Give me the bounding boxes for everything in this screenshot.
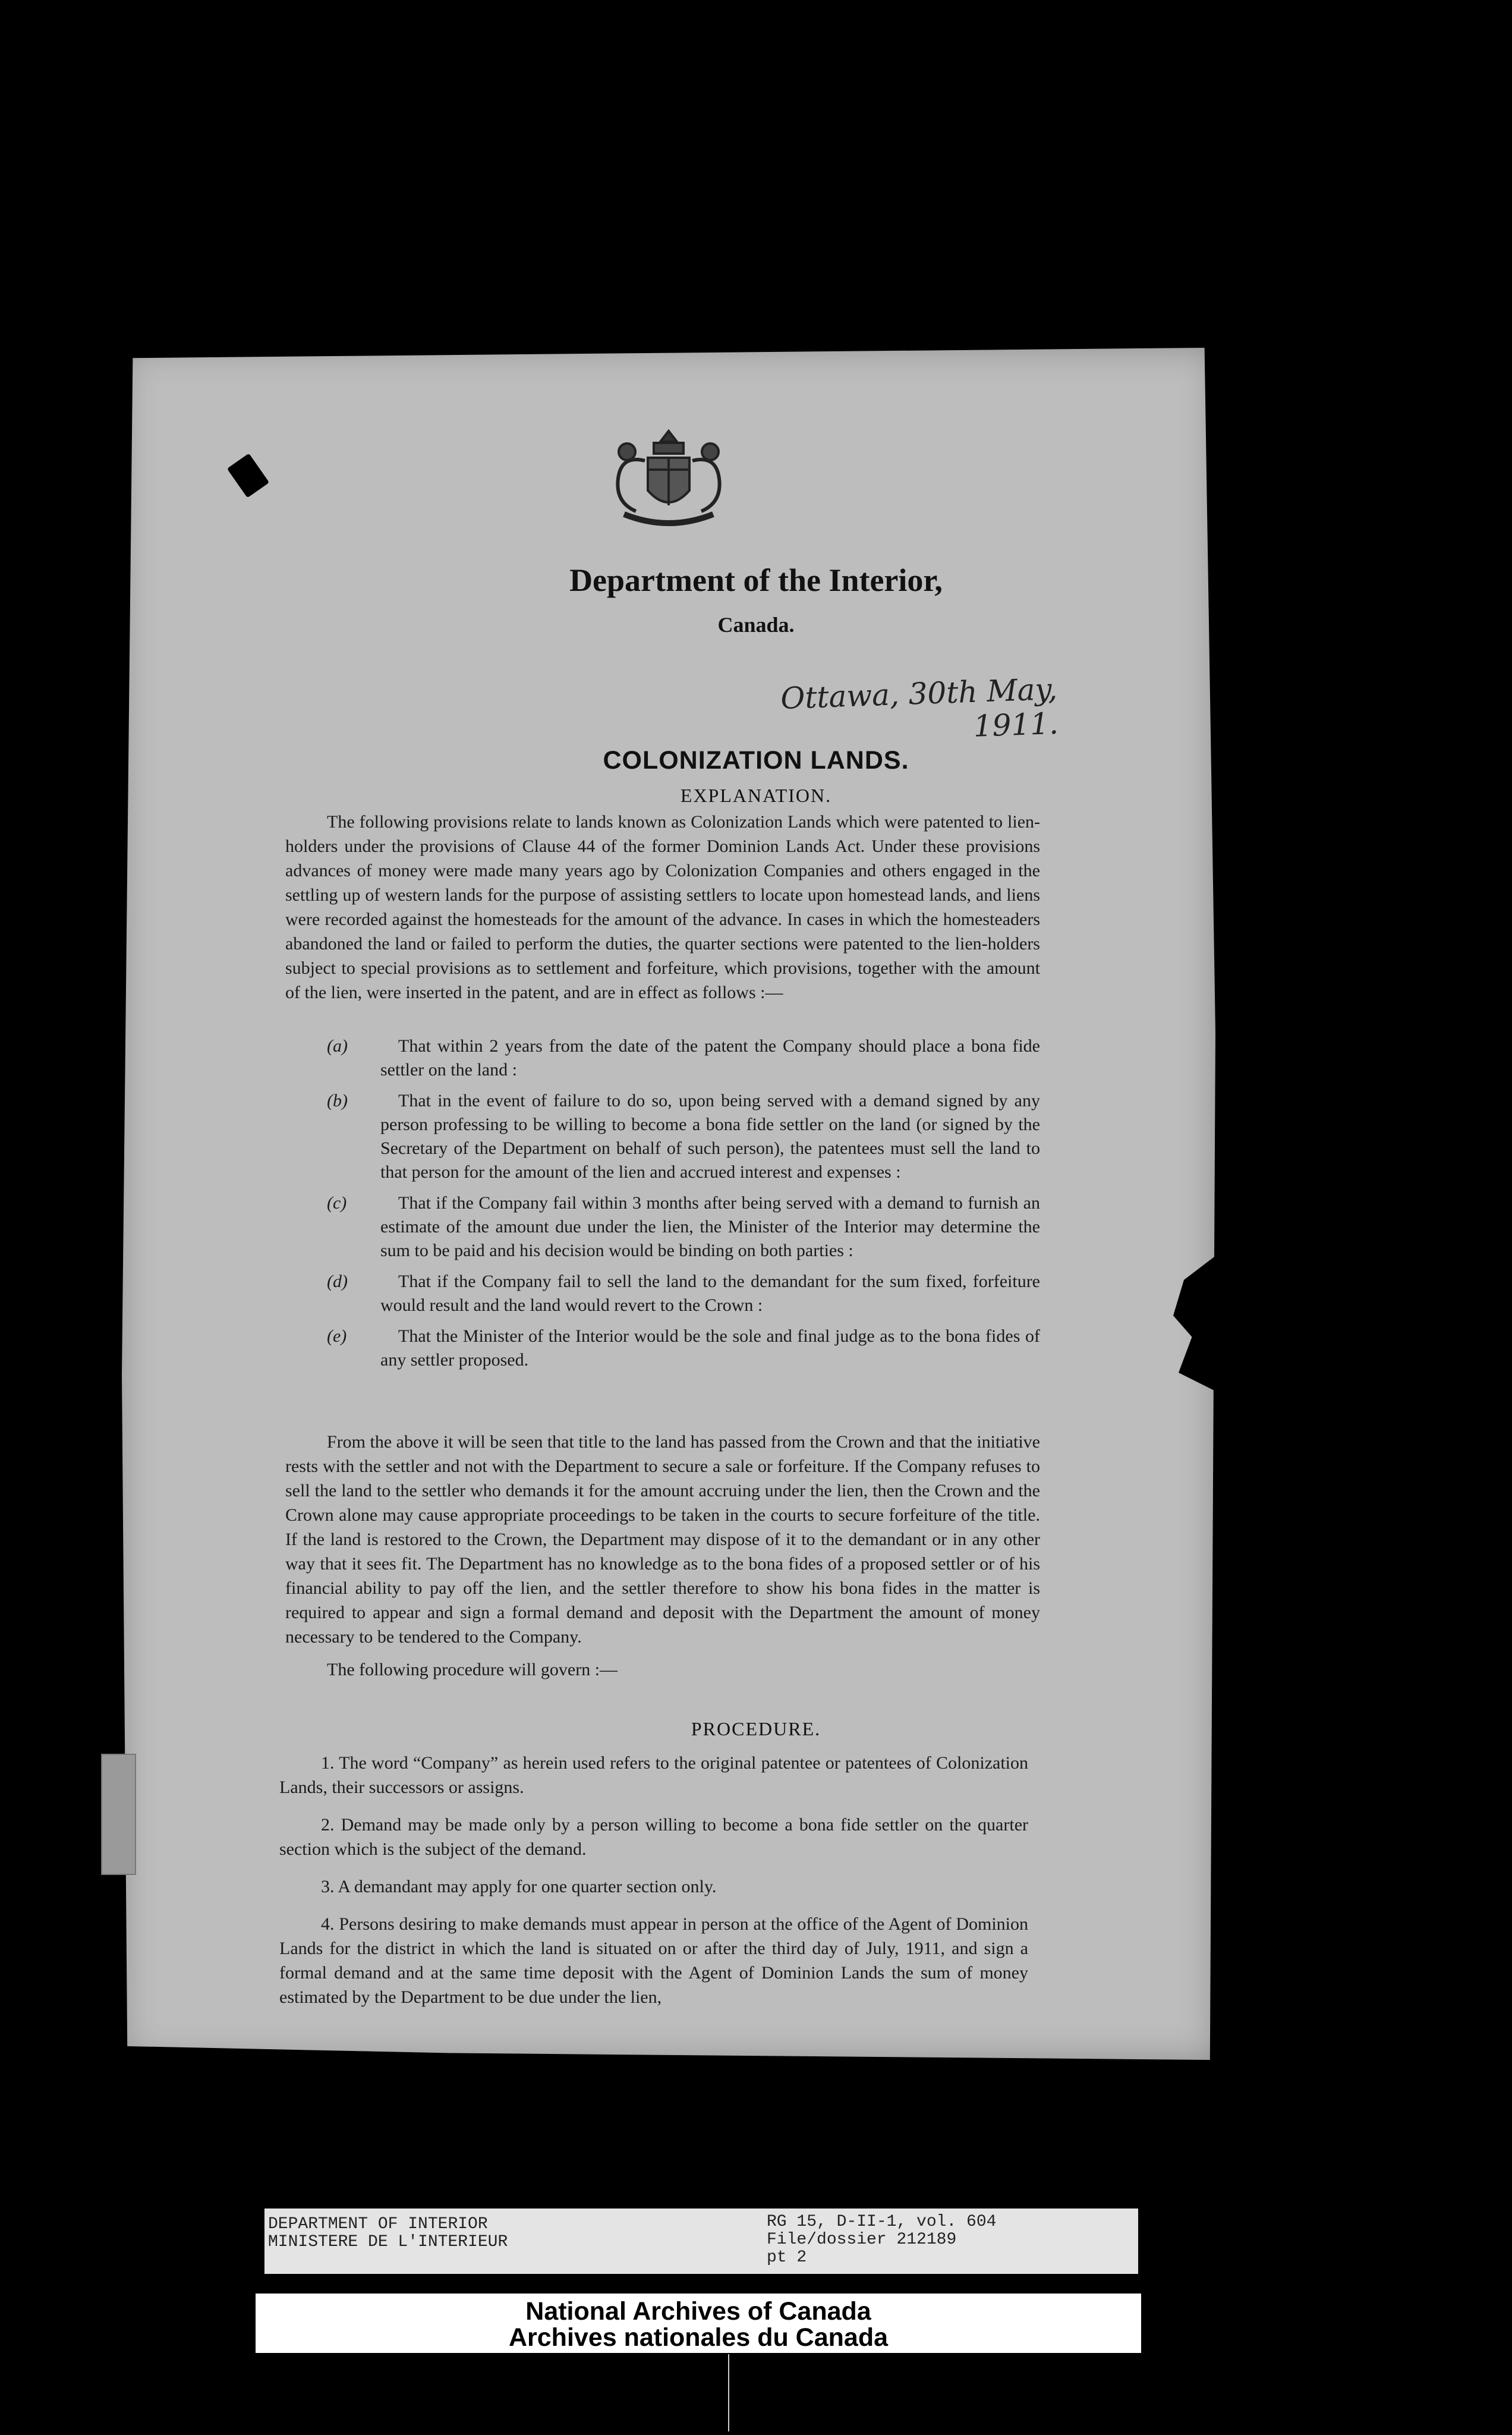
procedure-list <box>279 1751 1028 2022</box>
provision-mark: (b) <box>327 1091 348 1110</box>
archive-ref-line3: pt 2 <box>767 2248 807 2267</box>
explanation-intro <box>285 810 1040 1005</box>
archive-ref-line1: RG 15, D-II-1, vol. 604 <box>767 2213 997 2231</box>
coat-of-arms-icon <box>600 425 737 538</box>
film-line <box>728 2354 729 2431</box>
na-english: National Archives of Canada <box>525 2297 871 2326</box>
provision-mark: (e) <box>327 1326 347 1346</box>
provision-text: That if the Company fail to sell the land to the demandant for the sum fixed, forfeiture would result and the land would revert to the Crown : <box>380 1272 1040 1315</box>
procedure-item: 3. A demandant may apply for one quarter section only. <box>321 1877 717 1896</box>
handwritten-dateline: Ottawa, 30th May, 1911. <box>780 671 1059 744</box>
list-item <box>285 1089 1040 1184</box>
provision-text: That within 2 years from the date of the patent the Company should place a bona fide settler on the land : <box>380 1036 1040 1080</box>
procedure-intro: The following procedure will govern :— <box>327 1660 618 1679</box>
provision-mark: (a) <box>327 1036 348 1056</box>
archive-department <box>268 2216 508 2251</box>
provision-text: That in the event of failure to do so, upon being served with a demand signed by any person professing to be willing to become a bona fide settler on the land (or signed by the Secretary of the Department on behalf of such person), the patentees must sell the land to that person for the amount of the lien and accrued interest and expenses : <box>380 1091 1040 1182</box>
explanation-heading: EXPLANATION. <box>680 785 832 806</box>
list-item <box>285 1325 1040 1372</box>
archive-ref-line2: File/dossier 212189 <box>767 2230 957 2249</box>
country-heading: Canada. <box>717 613 795 637</box>
explanation-intro-text: The following provisions relate to lands known as Colonization Lands which were patented to lien-holders under the provisions of Clause 44 of the former Dominion Lands Act. Under these provisions advances of money were made many years ago by Colonization Companies and others engaged in the settling up of western lands for the purpose of assisting settlers to locate upon homestead lands, and liens were recorded against the homesteads for the amount of the advance. In cases in which the homesteaders abandoned the land or failed to perform the duties, the quarter sections were patented to the lien-holders subject to special provisions as to settlement and forfeiture, which provisions, together with the amount of the lien, were inserted in the patent, and are in effect as follows :— <box>285 812 1040 1002</box>
explanation-body <box>285 1430 1040 1682</box>
provision-mark: (c) <box>327 1193 347 1213</box>
provisions-list <box>285 1034 1040 1379</box>
archive-reference-strip <box>264 2209 1138 2274</box>
archive-dept-en: DEPARTMENT OF INTERIOR <box>268 2215 488 2233</box>
archive-dept-fr: MINISTERE DE L'INTERIEUR <box>268 2233 508 2251</box>
provision-mark: (d) <box>327 1272 348 1291</box>
procedure-item: 4. Persons desiring to make demands must appear in person at the office of the Agent of Dominion Lands for the district in which the land is situated on or after the third day of July, 1911, and sign a formal demand and at the same time deposit with the Agent of Dominion Lands the sum of money estimated by the Department to be due under the lien, <box>279 1914 1028 2007</box>
archive-reference <box>767 2213 996 2267</box>
list-item <box>285 1270 1040 1317</box>
procedure-item: 1. The word “Company” as herein used refers to the original patentee or patentees of Colonization Lands, their successors or assigns. <box>279 1753 1028 1797</box>
page-edge-wear <box>101 1754 136 1875</box>
na-french: Archives nationales du Canada <box>508 2323 889 2352</box>
provision-text: That the Minister of the Interior would be the sole and final judge as to the bona fides of any settler proposed. <box>380 1326 1040 1370</box>
procedure-heading: PROCEDURE. <box>691 1718 821 1739</box>
provision-text: That if the Company fail within 3 months after being served with a demand to furnish an estimate of the amount due under the lien, the Minister of the Interior may determine the sum to be paid and his decision would be binding on both parties : <box>380 1193 1040 1260</box>
national-archives-label <box>256 2294 1141 2353</box>
document-title: COLONIZATION LANDS. <box>603 746 909 775</box>
explanation-body-text: From the above it will be seen that title to the land has passed from the Crown and that the initiative rests with the settler and not with the Department to secure a sale or forfeiture. If the Company refuses to sell the land to the settler who demands it for the amount accruing under the lien, then the Crown and the Crown alone may cause appropriate proceedings to be taken in the courts to secure forfeiture of the title. If the land is restored to the Crown, the Department may dispose of it to the demandant or in any other way that it sees fit. The Department has no knowledge as to the bona fides of a proposed settler or of his financial ability to pay off the lien, and the settler therefore to show his bona fides in the matter is required to appear and sign a formal demand and deposit with the Department the amount of money necessary to be tendered to the Company. <box>285 1432 1040 1647</box>
department-heading: Department of the Interior, <box>569 562 943 598</box>
list-item <box>285 1034 1040 1082</box>
list-item <box>285 1191 1040 1263</box>
procedure-item: 2. Demand may be made only by a person willing to become a bona fide settler on the quarter section which is the subject of the demand. <box>279 1815 1028 1859</box>
